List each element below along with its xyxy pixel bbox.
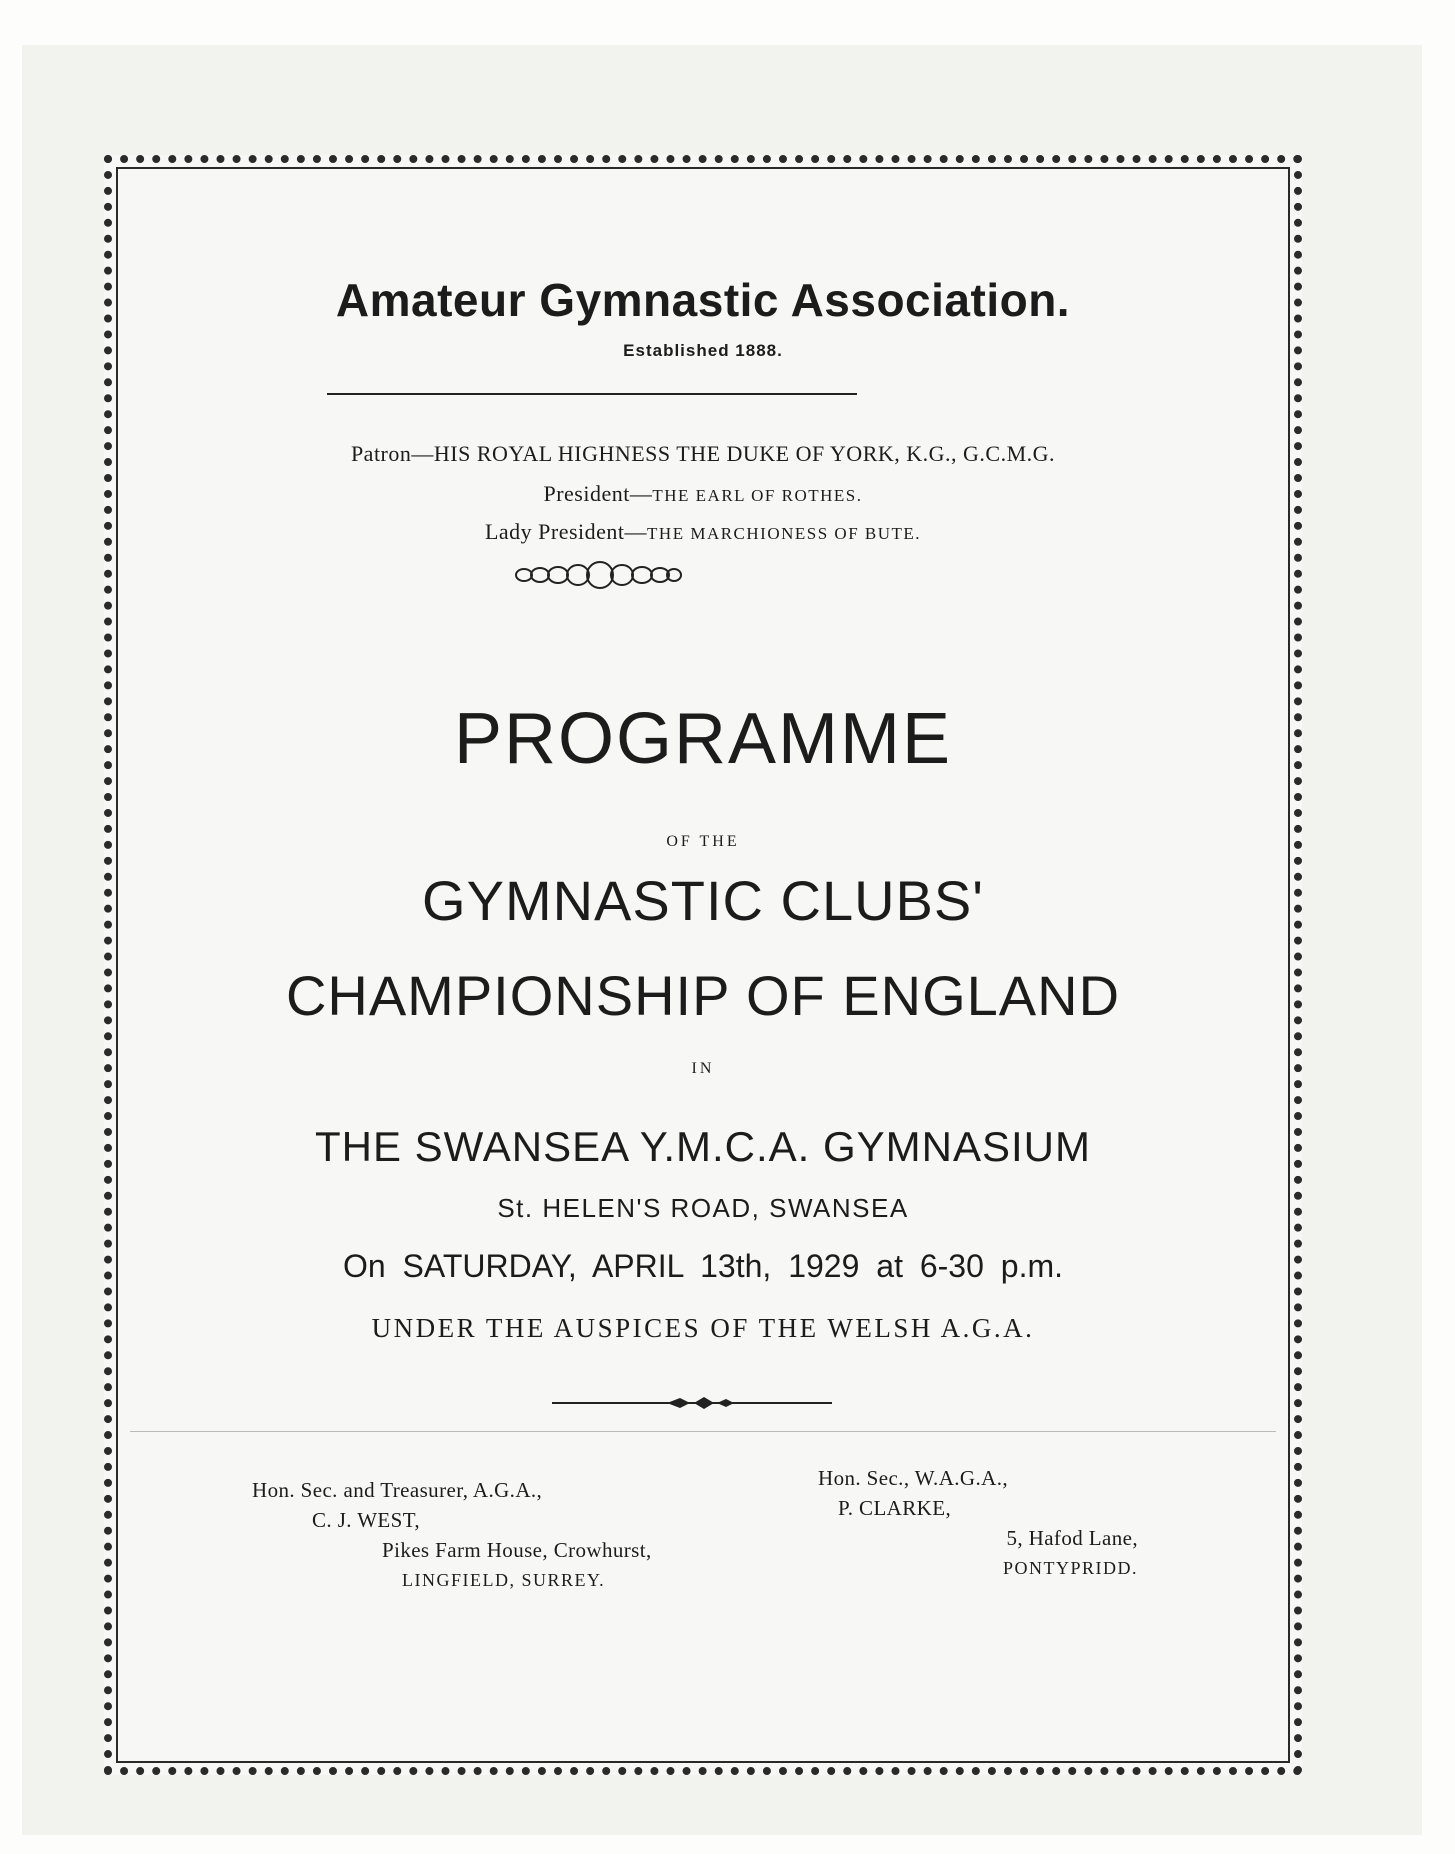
aga-contact [252, 1475, 652, 1595]
waga-address-2: PONTYPRIDD. [1002, 1558, 1138, 1578]
patron-label: Patron— [350, 441, 434, 466]
lady-president-name: THE MARCHIONESS OF BUTE. [647, 524, 922, 543]
venue-line: THE SWANSEA Y.M.C.A. GYMNASIUM [314, 1123, 1092, 1170]
road-line: St. HELEN'S ROAD, SWANSEA [497, 1193, 909, 1223]
waga-role: Hon. Sec., W.A.G.A., [818, 1466, 1008, 1490]
chain-ornament [512, 558, 682, 592]
title-line-1: GYMNASTIC CLUBS' [422, 869, 984, 932]
patron-line [112, 441, 1294, 467]
lady-president-label: Lady President— [484, 519, 648, 544]
association-title: Amateur Gymnastic Association. [335, 274, 1071, 326]
auspices-line: UNDER THE AUSPICES OF THE WELSH A.G.A. [371, 1313, 1035, 1343]
divider-ornament [552, 1393, 832, 1413]
programme-heading: PROGRAMME [453, 699, 953, 779]
patron-name: HIS ROYAL HIGHNESS THE DUKE OF YORK, K.G., G.C.M.G. [433, 441, 1056, 466]
waga-name: P. CLARKE, [838, 1496, 952, 1520]
title-line-2: CHAMPIONSHIP OF ENGLAND [285, 964, 1121, 1027]
president-label: President— [543, 481, 653, 506]
aga-address-2: LINGFIELD, SURREY. [402, 1570, 606, 1590]
established-line: Established 1888. [623, 341, 783, 360]
lady-president-line [112, 519, 1294, 545]
waga-contact [818, 1463, 1138, 1583]
show-through-text [62, 185, 82, 275]
president-line [112, 481, 1294, 507]
aga-name: C. J. WEST, [312, 1508, 421, 1532]
programme-border [104, 155, 1302, 1775]
footer-rule [130, 1431, 1276, 1432]
of-the-line: OF THE [666, 833, 740, 850]
aga-role: Hon. Sec. and Treasurer, A.G.A., [252, 1478, 543, 1502]
waga-address-1: 5, Hafod Lane, [1006, 1526, 1138, 1550]
in-line: IN [691, 1060, 715, 1077]
president-name: THE EARL OF ROTHES. [652, 486, 863, 505]
date-line: On SATURDAY, APRIL 13th, 1929 at 6-30 p.m. [342, 1248, 1064, 1284]
header-rule [327, 393, 857, 395]
aga-address-1: Pikes Farm House, Crowhurst, [382, 1538, 652, 1562]
